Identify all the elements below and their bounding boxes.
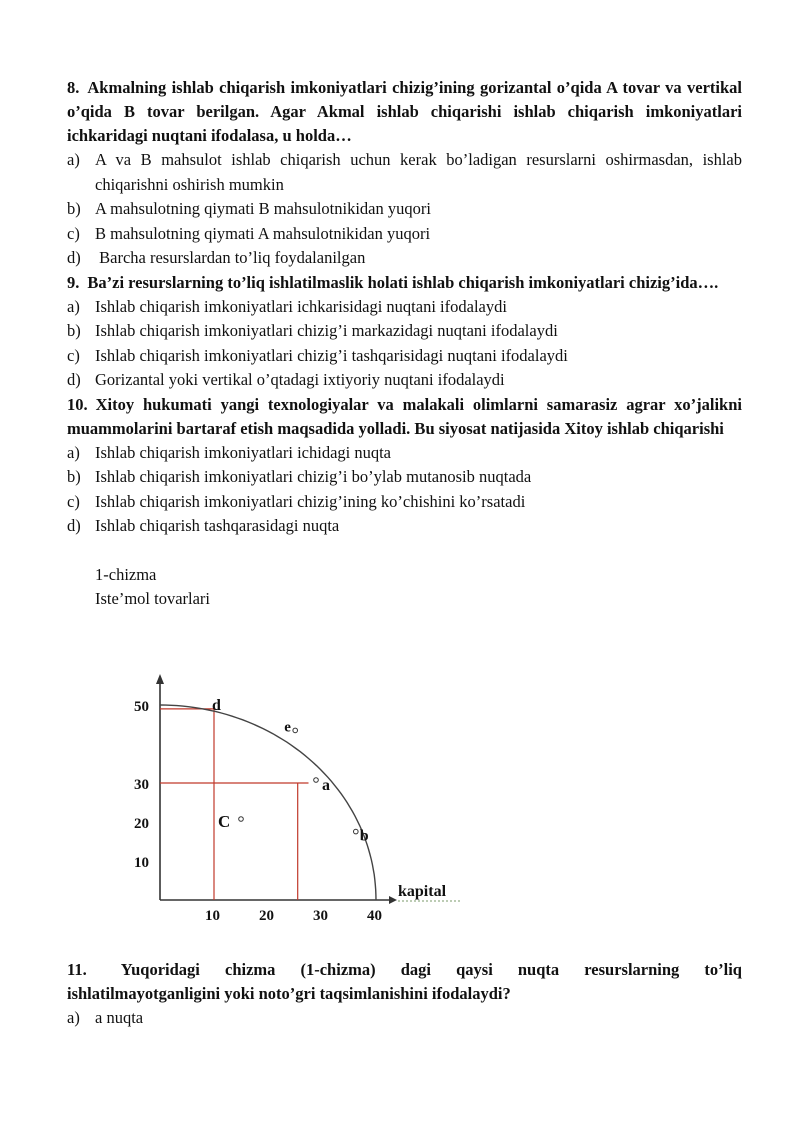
- question-11-block: [67, 958, 742, 1031]
- x-tick-label: 30: [313, 908, 328, 920]
- question-8-option-b: b) A mahsulotning qiymati B mahsulotnikidan yuqori: [67, 199, 431, 218]
- ppf-figure: [128, 670, 468, 920]
- y-tick-label: 20: [134, 816, 149, 832]
- figure-caption: 1-chizma: [95, 564, 157, 584]
- question-8-option-c: c) B mahsulotning qiymati A mahsulotnikidan yuqori: [67, 223, 431, 243]
- question-10-text: Xitoy hukumati yangi texnologiyalar va malakali olimlarni samarasiz agrar xo’jalikni muammolarini bartaraf etish maqsadida yolladi. Bu siyosat natijasida Xitoy ishlab chiqarishi: [67, 394, 742, 438]
- question-11-text: Yuqoridagi chizma (1-chizma) dagi qaysi nuqta resurslarning to’liq ishlatilmayotganligini yoki noto’gri taqsimlanishini ifodalaydi?: [67, 960, 742, 1003]
- question-8-option-d: d) Barcha resurslardan to’liq foydalanilgan: [67, 248, 366, 267]
- question-9-option-c: c) Ishlab chiqarish imkoniyatlari chizig’i tashqarisidagi nuqtani ifodalaydi: [67, 345, 568, 365]
- question-9-text: Ba’zi resurslarning to’liq ishlatilmaslik holati ishlab chiqarish imkoniyatlari chizig’ida….: [87, 272, 719, 292]
- point-label-a: a: [322, 777, 330, 794]
- document-page: [67, 76, 742, 611]
- question-10-option-b: b) Ishlab chiqarish imkoniyatlari chizig’i bo’ylab mutanosib nuqtada: [67, 467, 532, 486]
- question-9-option-b: b) Ishlab chiqarish imkoniyatlari chizig’i markazidagi nuqtani ifodalaydi: [67, 321, 558, 340]
- y-axis-arrow: [156, 674, 164, 684]
- x-tick-label: 10: [205, 908, 220, 920]
- x-tick-label: 20: [259, 908, 274, 920]
- x-axis-arrow: [389, 896, 397, 904]
- figure-y-axis-label: Iste’mol tovarlari: [95, 588, 211, 608]
- question-10: [67, 393, 742, 441]
- question-9-number: 9.: [67, 272, 80, 292]
- question-11: [67, 958, 742, 1006]
- question-8-option-a: a) A va B mahsulot ishlab chiqarish uchun kerak bo’ladigan resurslarni oshirmasdan, ishlab chiqarishni oshirish mumkin: [67, 150, 742, 194]
- question-8: [67, 76, 742, 148]
- x-tick-label: 40: [367, 908, 382, 920]
- point-marker-c: [239, 817, 244, 822]
- ppf-curve: [160, 705, 376, 900]
- question-8-text: Akmalning ishlab chiqarish imkoniyatlari chizig’ining gorizantal o’qida A tovar va vertikal o’qida B tovar berilgan. Agar Akmal ishlab chiqarishi ishlab chiqarish imkoniyatlari ichkaridagi nuqtani ifodalasa, u holda…: [67, 78, 742, 145]
- x-axis-label: kapital: [398, 883, 447, 900]
- point-marker-b: [354, 829, 359, 834]
- y-tick-label: 10: [134, 855, 149, 871]
- y-tick-label: 30: [134, 777, 149, 793]
- point-marker-a: [314, 778, 319, 783]
- question-10-option-a: a) Ishlab chiqarish imkoniyatlari ichidagi nuqta: [67, 442, 392, 462]
- point-label-b: b: [359, 827, 369, 845]
- question-9: [67, 271, 742, 295]
- question-10-option-d: d) Ishlab chiqarish tashqarasidagi nuqta: [67, 516, 340, 535]
- point-label-d: d: [212, 697, 221, 714]
- point-label-e: e: [284, 719, 291, 736]
- question-10-option-c: c) Ishlab chiqarish imkoniyatlari chizig’ining ko’chishini ko’rsatadi: [67, 491, 526, 511]
- question-11-option-a: a) a nuqta: [67, 1008, 144, 1027]
- question-11-number: 11.: [67, 960, 87, 979]
- point-marker-e: [293, 728, 298, 733]
- point-label-c: C: [218, 812, 231, 831]
- question-10-number: 10.: [67, 394, 88, 414]
- y-tick-label: 50: [134, 699, 149, 715]
- question-8-number: 8.: [67, 78, 80, 97]
- question-9-option-a: a) Ishlab chiqarish imkoniyatlari ichkarisidagi nuqtani ifodalaydi: [67, 296, 507, 316]
- question-9-option-d: d) Gorizantal yoki vertikal o’qtadagi ixtiyoriy nuqtani ifodalaydi: [67, 370, 505, 389]
